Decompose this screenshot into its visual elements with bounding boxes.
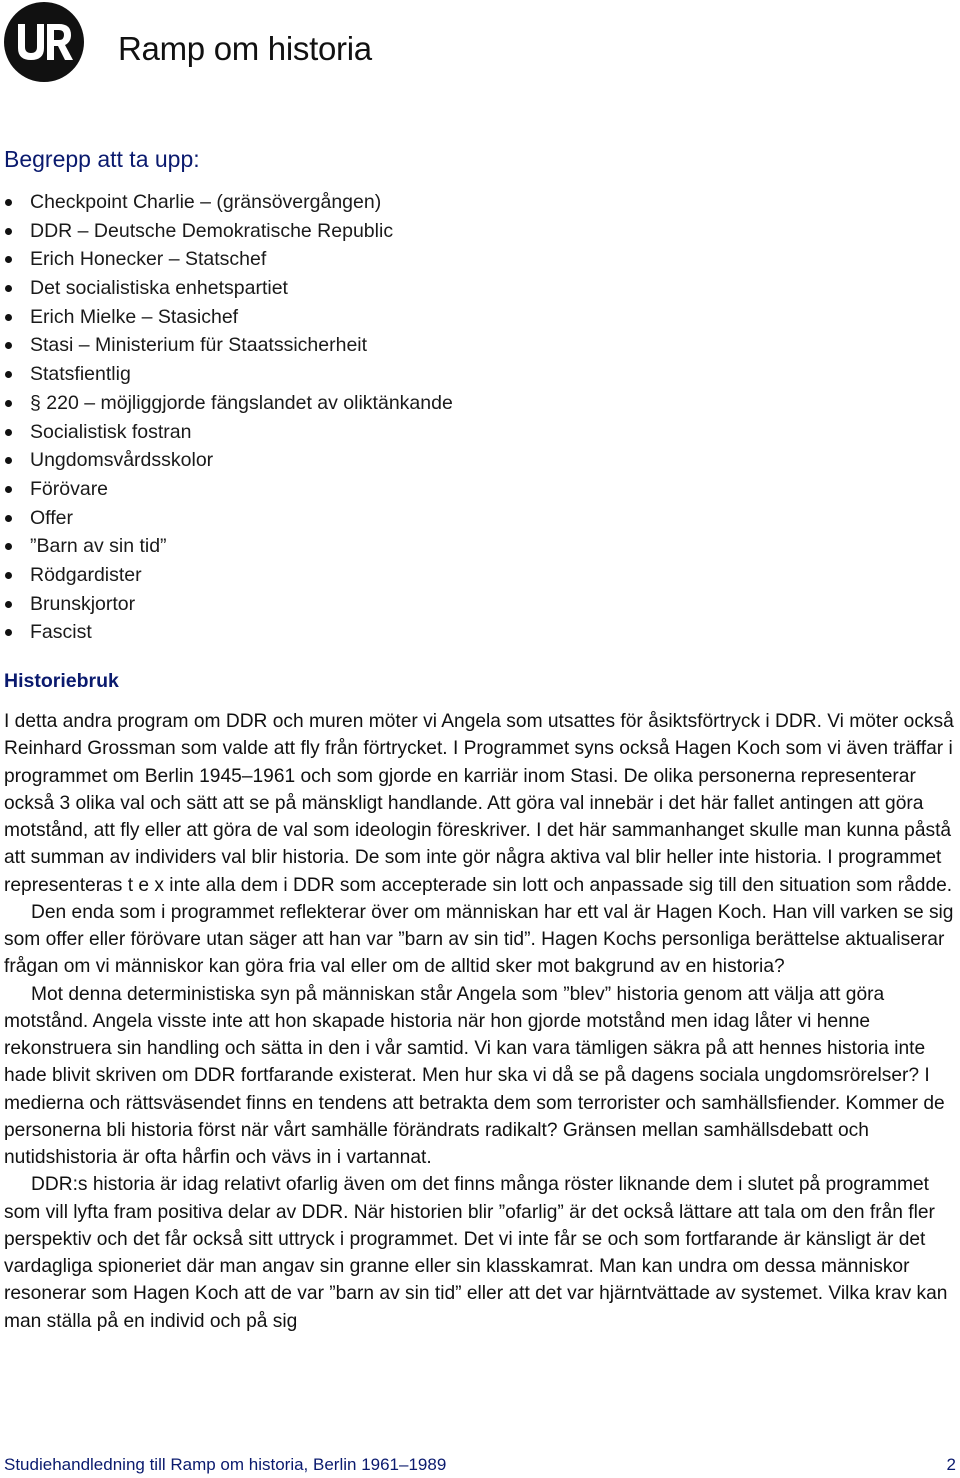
- paragraph: I detta andra program om DDR och muren möter vi Angela som utsattes för åsiktsförtryck i DDR. Vi möter också Reinhard Grossman som valde att fly från förtrycket. I Programmet syns också Hagen Koch som vi även träffar i programmet om Berlin 1945–1961 och som gjorde en karriär inom Stasi. De olika personerna representerar också 3 olika val och sätt att se på mänskligt handlande. Att göra val innebär i det här fallet antingen att göra motstånd, att fly eller att göra de val som ideologin föreskriver. I det här sammanhanget skulle man kunna påstå att summan av individers val blir historia. De som inte gör några aktiva val blir heller inte historia. I programmet representeras t e x inte alla dem i DDR som accepterade sin lott och anpassade sig till den situation som rådde.: [4, 711, 954, 896]
- page-number: 2: [946, 1455, 956, 1474]
- list-item: [0, 590, 453, 619]
- list-item: [0, 331, 453, 360]
- list-item: [0, 389, 453, 418]
- list-item: [0, 303, 453, 332]
- list-item-text: DDR – Deutsche Demokratische Republic: [30, 219, 394, 242]
- historiebruk-heading: Historiebruk: [4, 670, 119, 692]
- bullet-icon: [5, 486, 12, 493]
- list-item: [0, 418, 453, 447]
- bullet-icon: [5, 342, 12, 349]
- bullet-icon: [5, 228, 12, 235]
- bullet-icon: [5, 629, 12, 636]
- list-item-text: § 220 – möjliggjorde fängslandet av oliktänkande: [30, 391, 453, 414]
- ur-logo: [4, 2, 84, 82]
- list-item-text: Förövare: [30, 477, 109, 500]
- list-item-text: Ungdomsvårdsskolor: [30, 449, 214, 472]
- bullet-icon: [5, 285, 12, 292]
- list-item-text: Erich Mielke – Stasichef: [30, 305, 239, 328]
- bullet-icon: [5, 601, 12, 608]
- list-item: [0, 245, 453, 274]
- bullet-icon: [5, 429, 12, 436]
- list-item: [0, 532, 453, 561]
- program-title: Ramp om historia: [118, 30, 372, 67]
- bullet-icon: [5, 199, 12, 206]
- list-item-text: Socialistisk fostran: [30, 420, 192, 443]
- bullet-icon: [5, 371, 12, 378]
- bullet-icon: [5, 256, 12, 263]
- ur-logo-icon: [4, 2, 84, 82]
- list-item: [0, 475, 453, 504]
- bullet-icon: [5, 572, 12, 579]
- paragraph: DDR:s historia är idag relativt ofarlig även om det finns många röster liknande dem i slutet på programmet som vill lyfta fram positiva delar av DDR. När historien blir ”ofarlig” är det också lättare att tala om den från fler perspektiv och det får också sitt uttryck i programmet. Det vi inte får se och som fortfarande är känsligt är det vardagliga spioneriet där man angav sin granne eller sin klasskamrat. Man kan undra om dessa människor resonerar som Hagen Koch att de var ”barn av sin tid” eller att det var hjärntvättade av systemet. Vilka krav kan man ställa på en individ och på sig: [4, 1174, 948, 1332]
- list-item-text: Stasi – Ministerium für Staatssicherheit: [30, 334, 368, 357]
- concept-list: [0, 188, 453, 647]
- list-item-text: ”Barn av sin tid”: [30, 535, 167, 558]
- list-item: [0, 274, 453, 303]
- bullet-icon: [5, 543, 12, 550]
- list-item-text: Fascist: [30, 621, 92, 644]
- list-item-text: Brunskjortor: [30, 592, 136, 615]
- list-item-text: Checkpoint Charlie – (gränsövergången): [30, 191, 382, 213]
- list-item-text: Rödgardister: [30, 563, 142, 586]
- bullet-icon: [5, 515, 12, 522]
- list-item-text: Erich Honecker – Statschef: [30, 248, 267, 271]
- list-item: [0, 188, 453, 217]
- bullet-icon: [5, 314, 12, 321]
- list-item-text: Offer: [30, 506, 73, 529]
- list-item: [0, 446, 453, 475]
- footer-document-title: Studiehandledning till Ramp om historia, Berlin 1961–1989: [4, 1455, 447, 1474]
- list-item-text: Statsfientlig: [30, 363, 131, 386]
- list-item: [0, 504, 453, 533]
- bullet-icon: [5, 457, 12, 464]
- list-item: [0, 360, 453, 389]
- list-item: [0, 217, 453, 246]
- list-item: [0, 561, 453, 590]
- concepts-heading: Begrepp att ta upp:: [4, 146, 200, 172]
- body-text: [4, 708, 959, 1335]
- paragraph: Mot denna deterministiska syn på människan står Angela som ”blev” historia genom att välja att göra motstånd. Angela visste inte att hon skapade historia när hon gjorde motstånd men idag låter vi henne rekonstruera sin handling och sätta in den i vår samtid. Vi kan vara tämligen säkra på att hennes historia inte hade blivit skriven om DDR fortfarande existerat. Men hur ska vi då se på dagens sociala ungdomsrörelser? I medierna och rättsväsendet finns en tendens att betrakta dem som terrorister och samhällsfiender. Kommer de personerna bli historia först när vårt samhälle förändrats radikalt? Gränsen mellan samhällsdebatt och nutidshistoria är ofta hårfin och vävs in i vartannat.: [4, 983, 945, 1168]
- bullet-icon: [5, 400, 12, 407]
- list-item-text: Det socialistiska enhetspartiet: [30, 277, 288, 300]
- paragraph: Den enda som i programmet reflekterar över om människan har ett val är Hagen Koch. Han vill varken se sig som offer eller förövare utan säger att han var ”barn av sin tid”. Hagen Kochs personliga berättelse aktualiserar frågan om vi människor kan göra fria val eller om de alltid sker mot bakgrund av en historia?: [4, 901, 954, 978]
- list-item: [0, 618, 453, 647]
